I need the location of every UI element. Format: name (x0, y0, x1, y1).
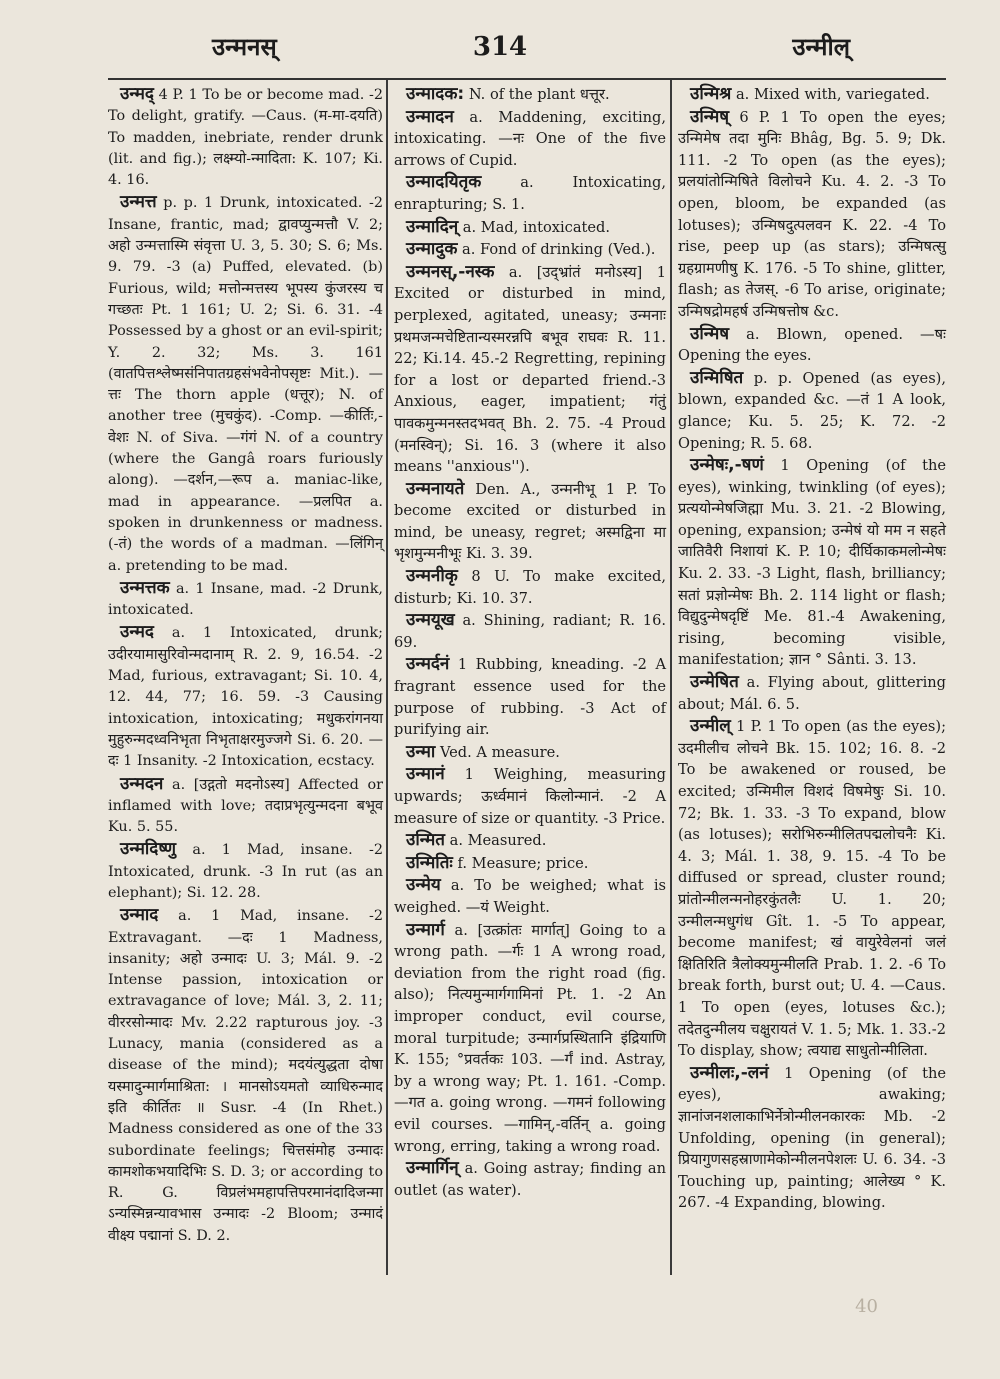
entry-definition: p. p. 1 Drunk, intoxicated. -2 Insane, frantic, mad; द्वावप्युन्मत्तौ V. 2; अहो उन्मत्तास्मि संवृत्ता U. 3, 5. 30; S. 6; Ms. 9. 79. -3 (a) Puffed, elevated. (b) Furious, wild; मत्तोन्मत्तस्य भूपस्य कुंजरस्य च गच्छतः Pt. 1 161; U. 2; Si. 6. 31. -4 Possessed by a ghost or an evil-spirit; Y. 2. 32; Ms. 3. 161 (वातपित्तश्लेष्मसंनिपातग्रहसंभवेनोपसृष्टः Mit.). —त्तः The thorn apple (धत्तूर); N. of another tree (मुचकुंद). -Comp. —कीर्तिः,-वेशः N. of Siva. —गंगं N. of a country (where the Gangâ roars furiously along). —दर्शन,—रूप a. maniac-like, mad in appearance. —प्रलपित a. spoken in drunkenness or madness. (-तं) the words of a madman. —लिंगिन् a. pretending to be mad. (108, 195, 383, 574)
entry-definition: Den. A., उन्मनीभू 1 P. To become excited or disturbed in mind, be uneasy, regret; अस्मद्विना मा भृशमुन्मनीभूः Ki. 3. 39. (394, 480, 667, 563)
entry-headword: उन्माद (120, 905, 159, 926)
entry-definition: a. Flying about, glittering about; Mál. 6. 5. (678, 674, 946, 713)
entry-headword: उन्मील् (690, 716, 731, 737)
dictionary-entry (394, 566, 666, 609)
entry-headword: उन्मितिः (406, 852, 453, 873)
dictionary-entry (394, 920, 666, 1158)
dictionary-entry (108, 905, 383, 1247)
entry-definition: a. 1 Intoxicated, drunk; उदीरयामासुरिवोन्मदानाम् R. 2. 9, 16.54. -2 Mad, furious, extravagant; Si. 10. 4, 12. 44, 77; 16. 59. -3 Causing intoxication, intoxicating; मधुकरांगनया मुहुरुन्मदध्वनिभृता निभृताक्षरमुज्जगे Si. 6. 20. —दः 1 Insanity. -2 Intoxication, ecstacy. (108, 625, 383, 770)
column-divider-2 (670, 80, 672, 1275)
entry-definition: a. Shining, radiant; R. 16. 69. (394, 612, 667, 651)
entry-definition: a. Mixed with, variegated. (735, 86, 930, 103)
entry-definition: 1 Weighing, measuring upwards; ऊर्ध्वमानं किलोन्मानं. -2 A measure of size or quantity. -3 Price. (394, 766, 666, 827)
dictionary-entry (678, 324, 946, 367)
entry-definition: a. Going astray; finding an outlet (as water). (394, 1160, 667, 1199)
dictionary-entry (108, 839, 383, 904)
entry-headword: उन्मिष् (690, 106, 730, 127)
dictionary-entry (108, 774, 383, 839)
dictionary-entry (678, 1063, 946, 1214)
dictionary-entry (678, 84, 946, 106)
entry-headword: उन्मत्त (120, 192, 157, 213)
dictionary-entry (394, 262, 666, 478)
entry-headword: उन्मनस्,-नस्क (406, 261, 495, 282)
entry-headword: उन्मार्गिन् (406, 1158, 459, 1179)
dictionary-entry (108, 192, 383, 576)
entry-headword: उन्मिश्र (690, 84, 732, 104)
entry-definition: p. p. Opened (as eyes), blown, expanded &c. —तं 1 A look, glance; Ku. 5. 25; K. 72. -2 Opening; R. 5. 68. (678, 369, 947, 452)
dictionary-entry (394, 764, 666, 829)
entry-headword: उन्मादन (406, 106, 454, 127)
entry-definition: a. Intoxicating, enrapturing; S. 1. (394, 174, 667, 213)
header-rule (108, 78, 946, 80)
dictionary-entry (108, 578, 383, 622)
entry-definition: a. [उद्गतो मदनोऽस्य] Affected or inflamed with love; तदाप्रभृत्युन्मदना बभूव Ku. 5. 55. (108, 776, 383, 836)
entry-definition: a. Mad, intoxicated. (462, 218, 611, 236)
dictionary-entry (678, 672, 946, 715)
entry-definition: a. Measured. (449, 832, 547, 850)
dictionary-entry (394, 479, 666, 565)
entry-headword: उन्मिषित (690, 367, 744, 388)
entry-headword: उन्मीलः,-लनं (690, 1062, 769, 1083)
entry-headword: उन्मादिन् (406, 216, 459, 237)
dictionary-entry (394, 107, 666, 172)
dictionary-entry (394, 239, 666, 261)
entry-definition: a. To be weighed; what is weighed. —यं Weight. (394, 877, 667, 916)
dictionary-entry (394, 172, 666, 215)
dictionary-entry (394, 217, 666, 239)
column-3 (678, 84, 946, 1215)
dictionary-entry (394, 84, 666, 106)
entry-headword: उन्मेषित (690, 672, 739, 693)
entry-definition: a. Blown, opened. —षः Opening the eyes. (678, 325, 946, 365)
entry-headword: उन्मानं (406, 764, 445, 785)
entry-headword: उन्मित (406, 830, 445, 851)
entry-definition: a. [उद्भ्रांतं मनोऽस्य] 1 Excited or disturbed in mind, perplexed, agitated, uneasy; उन्मनाः प्रथमजन्मचेष्टितान्यस्मरन्नपि बभूव राघवः R. 11. 22; Ki.14. 45.-2 Regretting, repining for a lost or departed friend.-3 Anxious, eager, impatient; गंतुं पावकमुन्मनस्तदभवत् Bh. 2. 75. -4 Proud (मनस्विन्); Si. 16. 3 (where it also means ''anxious''). (394, 263, 666, 476)
entry-definition: 1 Opening (of the eyes), winking, twinkling (of eyes); प्रत्ययोन्मेषजिह्मा Mu. 3. 21. -2 Blowing, opening, expansion; उन्मेषं यो मम न सहते जातिवैरी निशायां K. P. 10; दीर्घिकाकमलोन्मेषः Ku. 2. 33. -3 Light, flash, brilliancy; सतां प्रज्ञोन्मेषः Bh. 2. 114 light or flash; विद्युदुन्मेषदृष्टिं Me. 81.-4 Awakening, rising, becoming visible, manifestation; ज्ञान ° Sânti. 3. 13. (678, 457, 947, 669)
entry-headword: उन्मादक: (406, 84, 465, 104)
faint-footer-mark: 40 (855, 1296, 878, 1317)
dictionary-entry (678, 716, 946, 1062)
entry-definition: a. 1 Mad, insane. -2 Extravagant. —दः 1 Madness, insanity; अहो उन्मादः U. 3; Mál. 9. -2 Intense passion, intoxication or extravagance of love; Mál. 3, 2. 11; वीररसोन्मादः Mv. 2.22 rapturous joy. -3 Lunacy, mania (considered as a disease of the mind); मदयंत्युद्धता दोषा यस्मादुन्मार्गमाश्रिता: । मानसोऽयमतो व्याधिरुन्माद इति कीर्तितः ॥ Susr. -4 (In Rhet.) Madness considered as one of the 33 subordinate feelings; चित्तसंमोह उन्मादः कामशोकभयादिभिः S. D. 3; or according to R. G. विप्रलंभमहापत्तिपरमानंदादिजन्मा ऽन्यस्मिन्नन्यावभास उन्मादः -2 Bloom; उन्मादं वीक्ष्य पद्मानां S. D. 2. (108, 908, 383, 1244)
entry-definition: a. Maddening, exciting, intoxicating. —नः One of the five arrows of Cupid. (394, 108, 666, 169)
entry-definition: a. 1 Mad, insane. -2 Intoxicated, drunk. -3 In rut (as an elephant); Si. 12. 28. (108, 842, 384, 901)
entry-headword: उन्मार्ग (406, 919, 445, 940)
entry-definition: Ved. A measure. (439, 743, 560, 761)
dictionary-entry (678, 455, 946, 671)
entry-definition: 6 P. 1 To open the eyes; उन्मिमेष तदा मुनिः Bhâg, Bg. 5. 9; Dk. 111. -2 To open (as the eyes); प्रलयांतोन्मिषिते विलोचने Ku. 4. 2. -3 To open, bloom, be expanded (as lotuses); उन्मिषदुत्पलवन K. 22. -4 To rise, peep up (as stars); उन्मिषत्सु ग्रहग्रामणीषु K. 176. -5 To shine, glitter, flash; as तेजस्. -6 To arise, originate; उन्मिषद्रोमहर्ष उन्मिषत्तोष &c. (678, 108, 947, 320)
dictionary-entry (394, 830, 666, 852)
entry-definition: N. of the plant धत्तूर. (468, 86, 610, 103)
column-divider-1 (386, 80, 388, 1275)
running-head-right: उन्मील् (792, 33, 850, 61)
entry-headword: उन्मादयितृक (406, 172, 482, 193)
entry-headword: उन्मनीकृ (406, 566, 458, 587)
entry-definition: 4 P. 1 To be or become mad. -2 To delight, gratify. —Caus. (म-मा-दयति) To madden, inebriate, render drunk (lit. and fig.); लक्ष्म्यो-न्मादिता: K. 107; Ki. 4. 16. (108, 87, 384, 189)
entry-headword: उन्मा (406, 741, 436, 762)
entry-headword: उन्मदन (120, 773, 164, 794)
dictionary-entry (108, 622, 383, 772)
dictionary-entry (108, 84, 383, 191)
column-2 (394, 84, 666, 1202)
entry-headword: उन्मद (120, 622, 154, 643)
entry-headword: उन्मयूख (406, 610, 455, 631)
page-number: 314 (472, 32, 528, 62)
running-head-left: उन्मनस् (212, 33, 277, 61)
entry-headword: उन्मद् (120, 84, 154, 104)
dictionary-entry (394, 875, 666, 918)
entry-headword: उन्मेय (406, 875, 441, 896)
entry-headword: उन्मदिष्णु (120, 839, 177, 860)
entry-headword: उन्मनायते (406, 478, 465, 499)
entry-definition: 1 P. 1 To open (as the eyes); उदमीलीच लोचने Bk. 15. 102; 16. 8. -2 To be awakened or roused, be excited; उन्मिमील विशदं विषमेषुः Si. 10. 72; Bk. 1. 33. -3 To expand, blow (as lotuses); सरोभिरुन्मीलितपद्मलोचनैः Ki. 4. 3; Mál. 1. 38, 9. 15. -4 To be diffused or spread, cluster round; प्रांतोन्मीलन्मनोहरकुंतलैः U. 1. 20; उन्मीलन्मधुगंध Gît. 1. -5 To appear, become manifest; खं वायुरेवेलनां जलं क्षितिरिति त्रैलोक्यमुन्मीलति Prab. 1. 2. -6 To break forth, burst out; U. 4. —Caus. 1 To open (eyes, lotuses &c.); तदेतदुन्मीलय चक्षुरायतं V. 1. 5; Mk. 1. 33.-2 To display, show; त्वयाद्य साधुतोन्मीलिता. (678, 718, 947, 1060)
entry-definition: 1 Opening (of the eyes), awaking; ज्ञानांजनशलाकाभिर्नेत्रोन्मीलनकारकः Mb. -2 Unfolding, opening (in general); प्रियागुणसहस्राणामेकोन्मीलनपेशलः U. 6. 34. -3 Touching up, painting; आलेख्य ° K. 267. -4 Expanding, blowing. (678, 1064, 947, 1212)
entry-headword: उन्मेषः,-षणं (690, 455, 764, 476)
dictionary-entry (678, 368, 946, 454)
entry-headword: उन्मादुक (406, 239, 458, 260)
entry-definition: a. Fond of drinking (Ved.). (462, 241, 656, 259)
entry-definition: f. Measure; price. (457, 854, 589, 872)
entry-headword: उन्मिष (690, 323, 730, 344)
entry-definition: 8 U. To make excited, disturb; Ki. 10. 37. (394, 568, 666, 607)
dictionary-entry (394, 742, 666, 764)
entry-definition: a. 1 Insane, mad. -2 Drunk, intoxicated. (108, 580, 383, 619)
dictionary-entry (394, 1158, 666, 1201)
entry-definition: a. [उत्क्रांतः मार्गात्] Going to a wrong path. —र्गः 1 A wrong road, deviation from the right road (fig. also); नित्यमुन्मार्गगामिनां Pt. 1. -2 An improper conduct, evil course, moral turpitude; उन्मार्गप्रस्थितानि इंद्रियाणि K. 155; °प्रवर्तकः 103. —र्गं ind. Astray, by a wrong way; Pt. 1. 161. -Comp. —गत a. going wrong. —गमनं following evil courses. —गामिन्,-वर्तिन् a. going wrong, erring, taking a wrong road. (394, 921, 667, 1155)
column-1 (108, 84, 383, 1248)
entry-headword: उन्मर्दनं (406, 654, 450, 675)
entry-headword: उन्मत्तक (120, 577, 170, 598)
dictionary-entry (394, 610, 666, 653)
dictionary-entry (394, 654, 666, 740)
dictionary-entry (678, 107, 946, 323)
dictionary-entry (394, 853, 666, 875)
entry-definition: 1 Rubbing, kneading. -2 A fragrant essence used for the purpose of rubbing. -3 Act of purifying air. (394, 656, 667, 739)
